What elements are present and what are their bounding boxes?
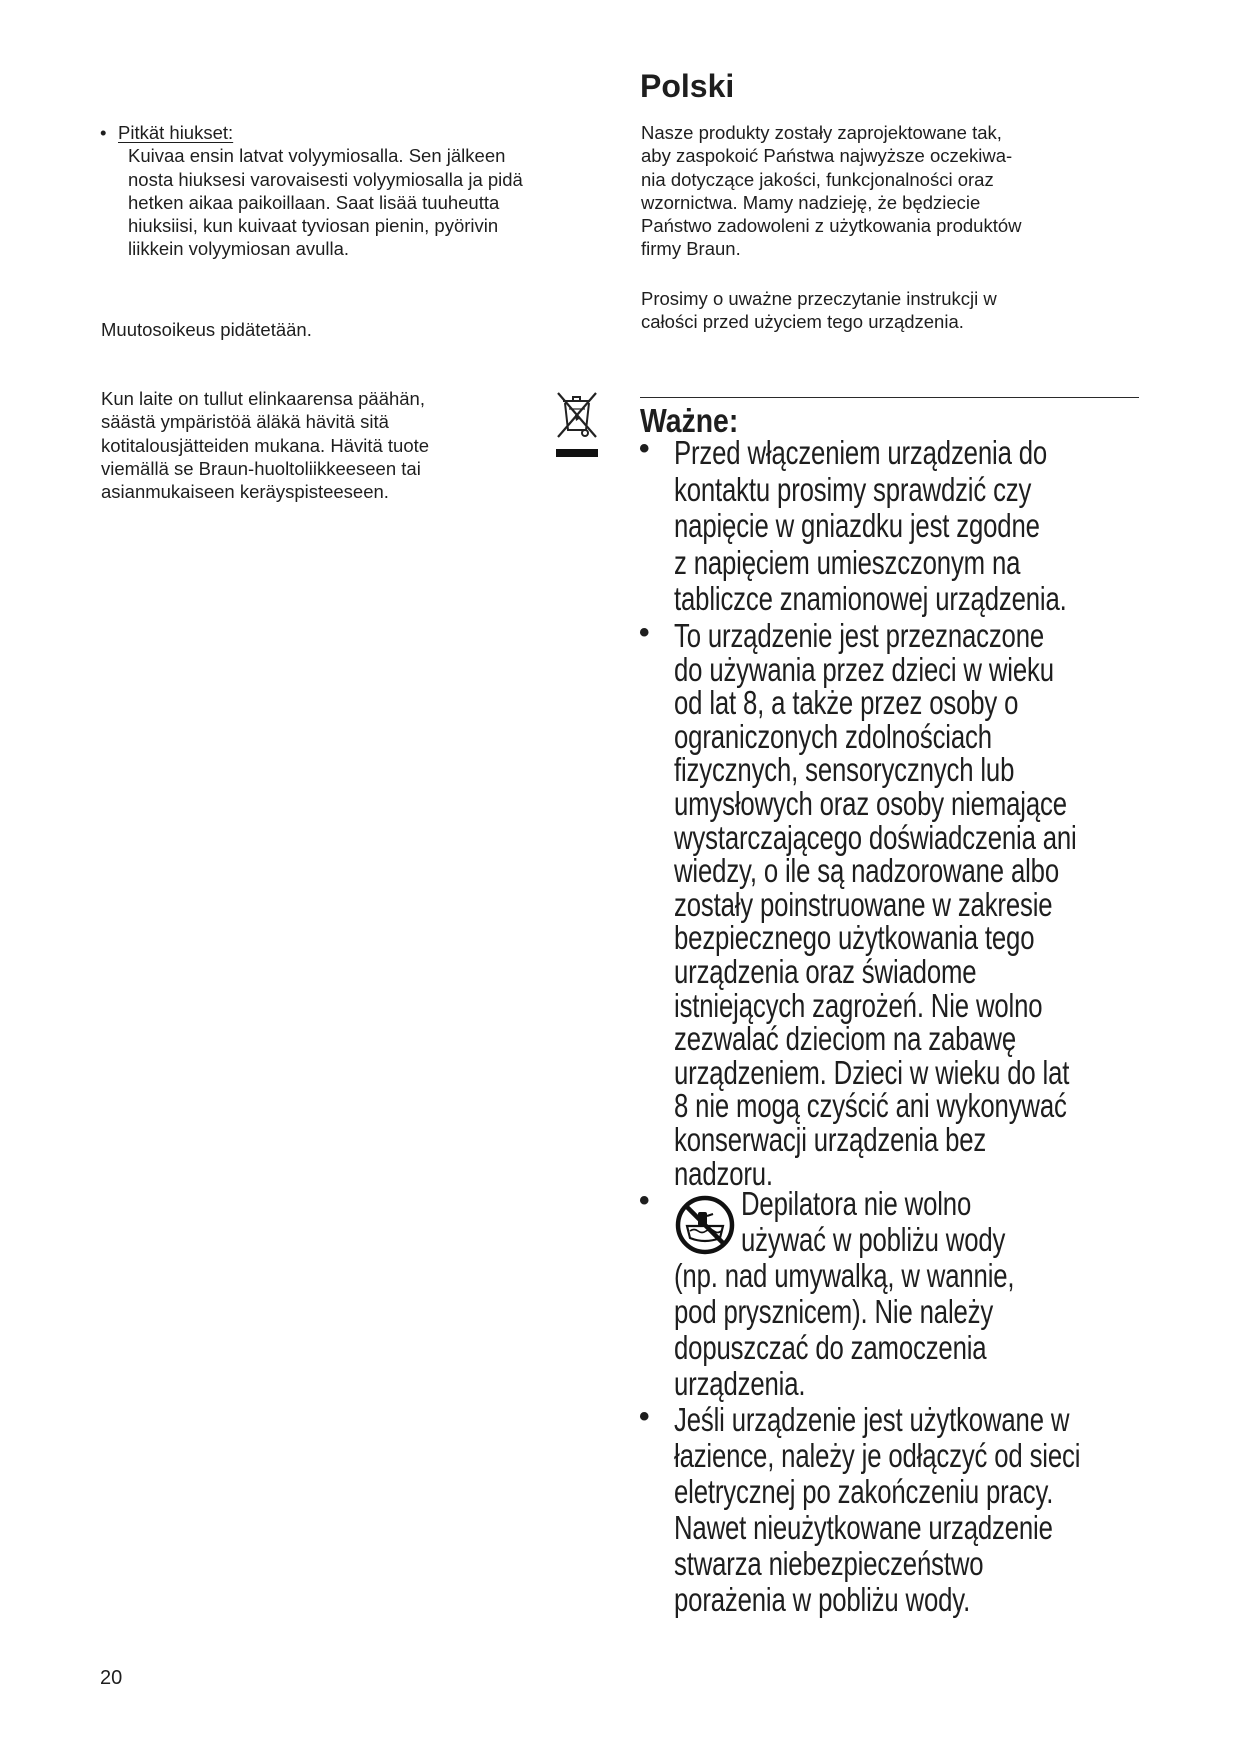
text-line: ograniczonych zdolnościach (674, 717, 992, 755)
text-line: umysłowych oraz osoby niemające (674, 784, 1067, 822)
text-line: całości przed użyciem tego urządzenia. (641, 311, 964, 333)
no-use-near-water-icon (674, 1194, 736, 1256)
text-line: konserwacji urządzenia bez (674, 1120, 987, 1158)
warning-water (674, 1258, 1014, 1402)
intro-paragraph (641, 121, 1121, 261)
warning-children (674, 619, 1077, 1190)
bullet-dot: • (639, 616, 650, 649)
long-hair-heading: Pitkät hiukset: (118, 122, 234, 143)
rights-reserved-note: Muutosoikeus pidätetään. (101, 319, 312, 340)
text-line: Przed włączeniem urządzenia do (674, 434, 1048, 471)
bullet-dot: • (100, 122, 107, 143)
text-line: Depilatora nie wolno (741, 1185, 972, 1222)
text-line: dopuszczać do zamoczenia (674, 1329, 987, 1366)
text-line: eletrycznej po zakończeniu pracy. (674, 1473, 1054, 1510)
text-line: kontaktu prosimy sprawdzić czy (674, 470, 1032, 508)
text-line: z napięciem umieszczonym na (674, 543, 1021, 581)
text-line: firmy Braun. (641, 238, 741, 260)
text-line: (np. nad umywalką, w wannie, (674, 1257, 1015, 1294)
text-line: To urządzenie jest przeznaczone (674, 617, 1045, 654)
divider (640, 397, 1139, 398)
text-line: 8 nie mogą czyścić ani wykonywać (674, 1087, 1067, 1125)
text-line: pod prysznicem). Nie należy (674, 1293, 994, 1330)
text-line: liikkein volyymiosan avulla. (128, 238, 350, 260)
text-line: używać w pobliżu wody (741, 1221, 1006, 1258)
text-line: Kun laite on tullut elinkaarensa päähän, (101, 388, 425, 409)
text-line: urządzenia oraz świadome (674, 952, 977, 990)
text-line: nosta hiuksesi varovaisesti volyymiosalla ja pidä (128, 168, 523, 190)
text-line: viemällä se Braun-huoltoliikkeeseen tai (101, 457, 421, 479)
text-line: nadzoru. (674, 1154, 773, 1192)
text-line: urządzeniem. Dzieci w wieku do lat (674, 1053, 1070, 1091)
text-line: wiedzy, o ile są nadzorowane albo (674, 852, 1060, 890)
warning-voltage (674, 435, 1067, 618)
long-hair-text (100, 144, 620, 260)
text-line: Nawet nieużytkowane urządzenie (674, 1509, 1053, 1546)
text-line: aby zaspokoić Państwa najwyższe oczekiwa- (641, 145, 1013, 167)
text-line: urządzenia. (674, 1365, 806, 1402)
text-line: tabliczce znamionowej urządzenia. (674, 580, 1067, 617)
text-line: Kuivaa ensin latvat volyymiosalla. Sen jälkeen (128, 145, 506, 167)
text-line: nia dotyczące jakości, funkcjonalności oraz (641, 168, 994, 190)
text-line: łazience, należy je odłączyć od sieci (674, 1437, 1081, 1474)
text-line: od lat 8, a także przez osoby o (674, 684, 1019, 722)
text-line: napięcie w gniazdku jest zgodne (674, 507, 1040, 544)
bullet-dot: • (639, 1400, 650, 1433)
disposal-paragraph (101, 387, 521, 503)
text-line: asianmukaiseen keräyspisteeseen. (101, 481, 389, 503)
text-line: stwarza niebezpieczeństwo (674, 1545, 984, 1582)
text-line: hiuksiisi, kun kuivaat tyviosan pienin, pyörivin (128, 215, 499, 237)
important-heading: Ważne: (640, 402, 739, 439)
bullet-dot: • (639, 432, 650, 465)
bullet-dot: • (639, 1184, 650, 1217)
text-line: wystarczającego doświadczenia ani (674, 818, 1077, 856)
text-line: zezwalać dzieciom na zabawę (674, 1020, 1017, 1058)
warning-bathroom (674, 1402, 1080, 1618)
section-title-polish: Polski (640, 68, 735, 104)
text-line: do używania przez dzieci w wieku (674, 650, 1054, 688)
text-line: kotitalousjätteiden mukana. Hävitä tuote (101, 434, 430, 456)
text-line: Prosimy o uważne przeczytanie instrukcji w (641, 288, 997, 309)
page-number: 20 (100, 1667, 123, 1689)
long-hair-section (100, 121, 620, 261)
text-line: zostały poinstruowane w zakresie (674, 885, 1053, 923)
crossed-out-wheelie-bin-icon (552, 387, 602, 467)
text-line: Nasze produkty zostały zaprojektowane tak, (641, 122, 1002, 143)
text-line: fizycznych, sensorycznych lub (674, 751, 1015, 789)
text-line: hetken aikaa paikoillaan. Saat lisää tuuheutta (128, 191, 500, 213)
read-instructions-paragraph (641, 287, 1121, 334)
text-line: wzornictwa. Mamy nadzieję, że będziecie (641, 191, 981, 213)
text-line: säästä ympäristöä äläkä hävitä sitä (101, 411, 389, 433)
text-line: bezpiecznego użytkowania tego (674, 919, 1035, 957)
text-line: istniejących zagrożeń. Nie wolno (674, 986, 1043, 1024)
text-line: Jeśli urządzenie jest użytkowane w (674, 1401, 1070, 1438)
warning-water-first-lines (741, 1186, 1005, 1258)
text-line: porażenia w pobliżu wody. (674, 1581, 971, 1618)
text-line: Państwo zadowoleni z użytkowania produktów (641, 215, 1022, 237)
long-hair-heading-line (100, 121, 620, 144)
